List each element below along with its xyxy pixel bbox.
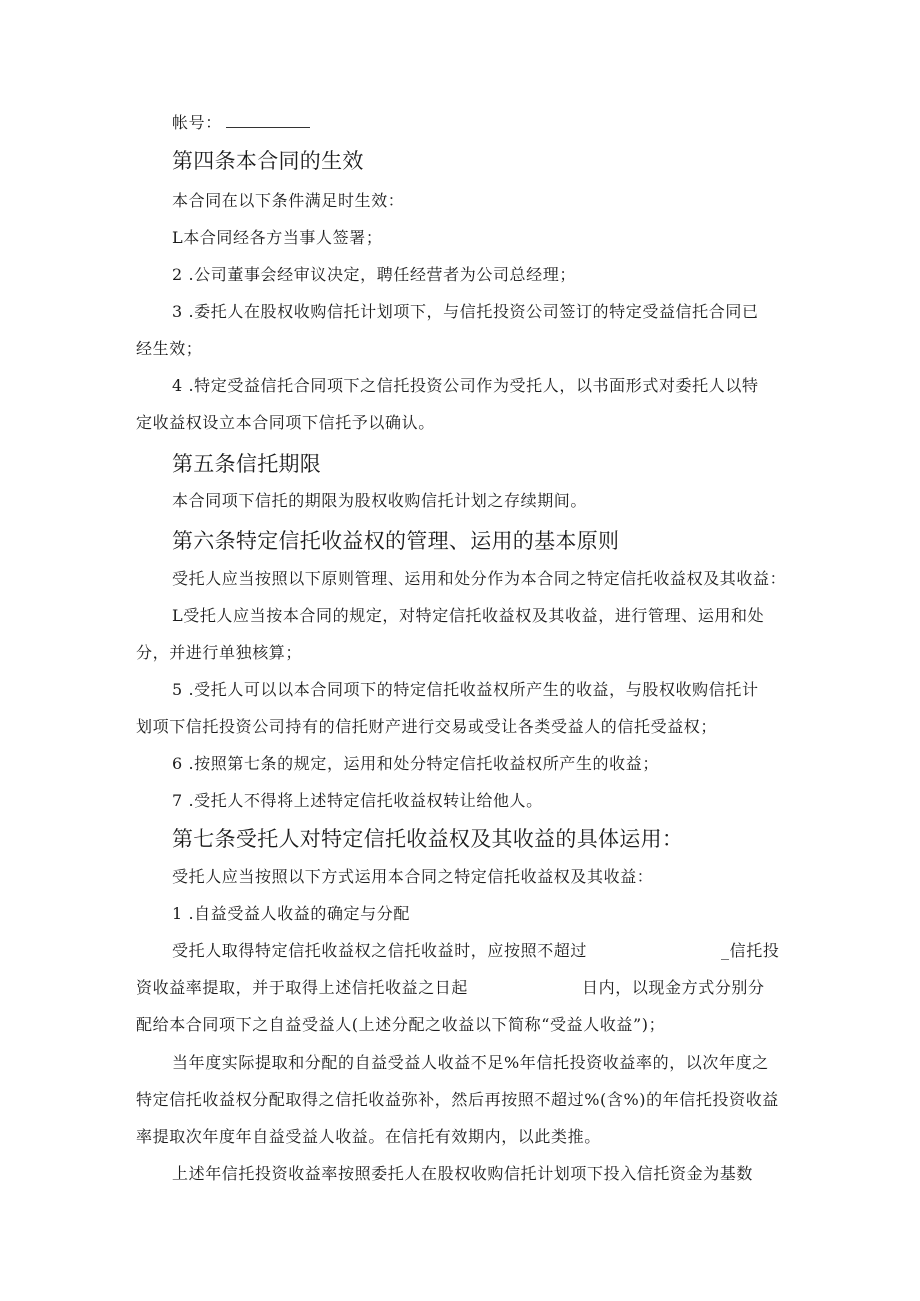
article-4-intro: 本合同在以下条件满足时生效： xyxy=(172,191,405,210)
article-7-para-1-text-d: 日内，以现金方式分别分 xyxy=(582,978,765,997)
article-6-item-7: 7 .受托人不得将上述特定信托收益权转让给他人。 xyxy=(172,791,543,810)
article-4-item-3-cont: 经生效； xyxy=(136,339,203,358)
article-4-item-3: 3 .委托人在股权收购信托计划项下，与信托投资公司签订的特定受益信托合同已 xyxy=(172,302,759,321)
article-6-heading: 第六条特定信托收益权的管理、运用的基本原则 xyxy=(172,529,620,553)
article-7-heading: 第七条受托人对特定信托收益权及其收益的具体运用： xyxy=(172,827,684,851)
article-6-item-1-cont: 分，并进行单独核算； xyxy=(136,643,303,662)
article-5-heading: 第五条信托期限 xyxy=(172,452,322,476)
account-line xyxy=(172,110,310,133)
article-7-para-1-text-b: _信托投 xyxy=(721,941,780,960)
article-6-item-6: 6 .按照第七条的规定，运用和处分特定信托收益权所产生的收益； xyxy=(172,754,659,773)
article-4-item-1: L本合同经各方当事人签署； xyxy=(172,228,383,247)
article-7-intro: 受托人应当按照以下方式运用本合同之特定信托收益权及其收益： xyxy=(172,867,654,886)
article-7-para-1-text-c: 资收益率提取，并于取得上述信托收益之日起 xyxy=(136,978,469,997)
article-7-para-2-line-2: 特定信托收益权分配取得之信托收益弥补，然后再按照不超过%(含%)的年信托投资收益 xyxy=(136,1090,779,1109)
article-4-item-2: 2 .公司董事会经审议决定，聘任经营者为公司总经理； xyxy=(172,265,576,284)
article-6-intro: 受托人应当按照以下原则管理、运用和处分作为本合同之特定信托收益权及其收益： xyxy=(172,569,787,588)
article-6-item-5-cont: 划项下信托投资公司持有的信托财产进行交易或受让各类受益人的信托受益权； xyxy=(136,717,718,736)
account-blank[interactable] xyxy=(226,113,310,128)
article-7-para-1-text-a: 受托人取得特定信托收益权之信托收益时，应按照不超过 xyxy=(172,941,588,960)
account-label: 帐号： xyxy=(172,113,222,132)
article-7-para-1-line-2 xyxy=(136,975,765,998)
article-4-heading: 第四条本合同的生效 xyxy=(172,149,364,173)
article-4-item-4: 4 .特定受益信托合同项下之信托投资公司作为受托人，以书面形式对委托人以特 xyxy=(172,376,759,395)
article-7-para-2-line-1: 当年度实际提取和分配的自益受益人收益不足%年信托投资收益率的，以次年度之 xyxy=(172,1053,769,1072)
article-4-item-4-cont: 定收益权设立本合同项下信托予以确认。 xyxy=(136,413,435,432)
article-7-para-3-line-1: 上述年信托投资收益率按照委托人在股权收购信托计划项下投入信托资金为基数 xyxy=(172,1164,754,1183)
article-5-text: 本合同项下信托的期限为股权收购信托计划之存续期间。 xyxy=(172,491,588,510)
article-6-item-5: 5 .受托人可以以本合同项下的特定信托收益权所产生的收益，与股权收购信托计 xyxy=(172,680,759,699)
article-6-item-1: L受托人应当按本合同的规定，对特定信托收益权及其收益，进行管理、运用和处 xyxy=(172,606,765,625)
article-7-para-1-line-1 xyxy=(172,938,779,961)
article-7-item-1: 1 .自益受益人收益的确定与分配 xyxy=(172,904,410,923)
article-7-para-2-line-3: 率提取次年度年自益受益人收益。在信托有效期内，以此类推。 xyxy=(136,1127,601,1146)
article-7-para-1-line-3: 配给本合同项下之自益受益人(上述分配之收益以下简称“受益人收益”)； xyxy=(136,1015,666,1034)
